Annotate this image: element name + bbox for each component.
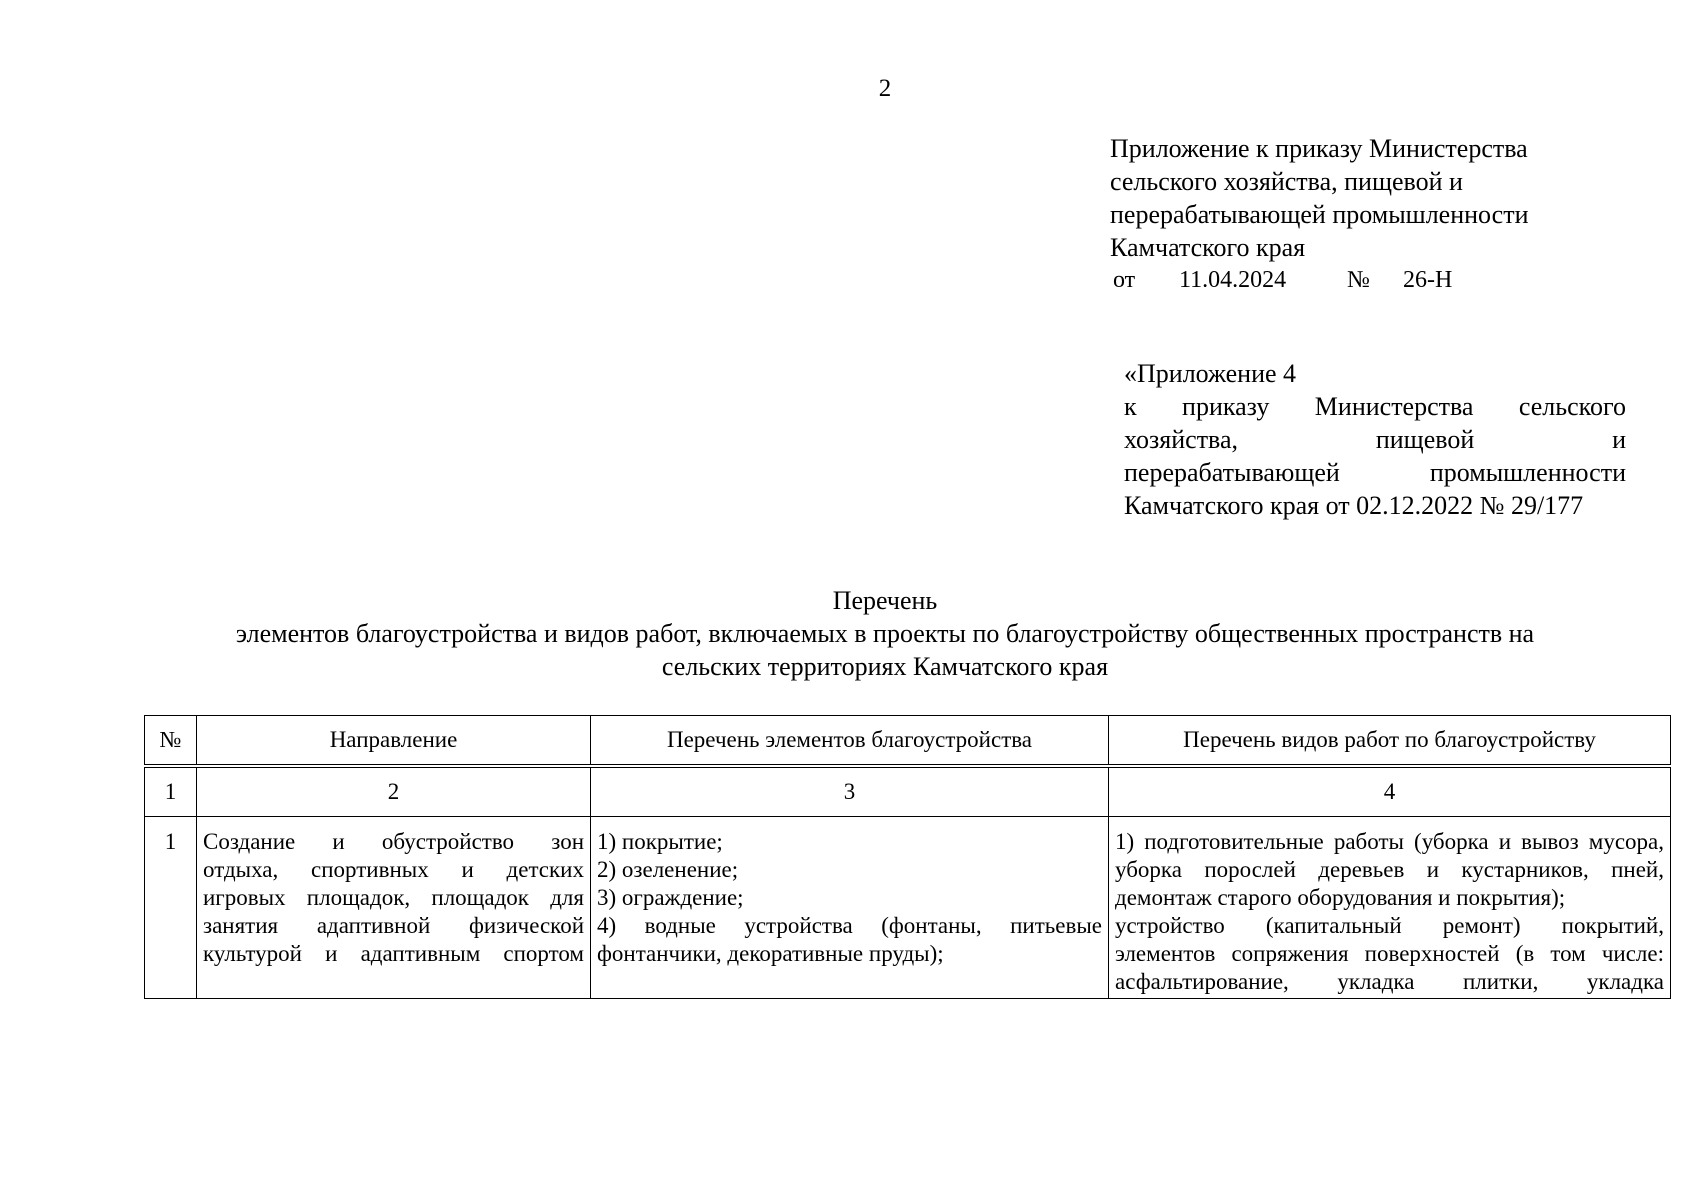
- title-line: сельских территориях Камчатского края: [661, 652, 1109, 681]
- cell-line: культурой и адаптивным спортом: [203, 941, 584, 966]
- order-number: 26-Н: [1403, 267, 1453, 293]
- cell-line: занятия адаптивной физической: [203, 913, 584, 938]
- cell-line: фонтанчики, декоративные пруды);: [597, 941, 944, 966]
- appendix-block: [1124, 357, 1626, 522]
- column-number: 1: [145, 766, 197, 817]
- cell-line: 4) водные устройства (фонтаны, питьевые: [597, 913, 1102, 938]
- column-number: 4: [1109, 766, 1671, 817]
- cell-line: 1) покрытие;: [597, 829, 723, 854]
- column-number: 2: [197, 766, 591, 817]
- table-row: [145, 817, 1671, 999]
- order-date: 11.04.2024: [1179, 267, 1287, 293]
- appendix-line: перерабатывающей промышленности: [1124, 458, 1626, 487]
- cell-line: игровых площадок, площадок для: [203, 885, 584, 910]
- column-number-row: [145, 766, 1671, 817]
- works-cell: [1109, 817, 1671, 999]
- cell-line: отдыха, спортивных и детских: [203, 857, 584, 882]
- row-number: 1: [145, 817, 197, 999]
- approval-line: Камчатского края: [1110, 233, 1306, 262]
- cell-line: устройство (капитальный ремонт) покрытий,: [1115, 913, 1664, 938]
- cell-line: 3) ограждение;: [597, 885, 744, 910]
- cell-line: асфальтирование, укладка плитки, укладка: [1115, 969, 1664, 994]
- table-header-row: [145, 716, 1671, 767]
- approval-line: перерабатывающей промышленности: [1110, 200, 1529, 229]
- cell-line: уборка порослей деревьев и кустарников, пней,: [1115, 857, 1664, 882]
- number-sign: №: [1347, 267, 1370, 293]
- approval-line: Приложение к приказу Министерства: [1110, 134, 1528, 163]
- elements-cell: [591, 817, 1109, 999]
- cell-line: Создание и обустройство зон: [203, 829, 584, 854]
- document-title: [140, 584, 1630, 683]
- appendix-line: хозяйства, пищевой и: [1124, 425, 1626, 454]
- approval-block: [1110, 132, 1630, 297]
- cell-line: 2) озеленение;: [597, 857, 739, 882]
- column-header: Перечень элементов благоустройства: [591, 716, 1109, 767]
- appendix-line: к приказу Министерства сельского: [1124, 392, 1626, 421]
- page-number: 2: [878, 75, 892, 102]
- column-header: Перечень видов работ по благоустройству: [1109, 716, 1671, 767]
- order-date-line: [1110, 264, 1630, 297]
- date-prefix: от: [1113, 267, 1136, 293]
- column-header: Направление: [197, 716, 591, 767]
- appendix-line: «Приложение 4: [1124, 359, 1297, 388]
- title-line: элементов благоустройства и видов работ, включаемых в проекты по благоустройству общественных пространств на: [235, 619, 1535, 648]
- cell-line: элементов сопряжения поверхностей (в том числе:: [1115, 941, 1664, 966]
- appendix-line: Камчатского края от 02.12.2022 № 29/177: [1124, 491, 1584, 520]
- works-table: [144, 715, 1671, 999]
- cell-line: 1) подготовительные работы (уборка и вывоз мусора,: [1115, 829, 1664, 854]
- column-header: №: [145, 716, 197, 767]
- cell-line: демонтаж старого оборудования и покрытия);: [1115, 885, 1566, 910]
- title-line: Перечень: [832, 586, 938, 615]
- column-number: 3: [591, 766, 1109, 817]
- direction-cell: [197, 817, 591, 999]
- approval-line: сельского хозяйства, пищевой и: [1110, 167, 1463, 196]
